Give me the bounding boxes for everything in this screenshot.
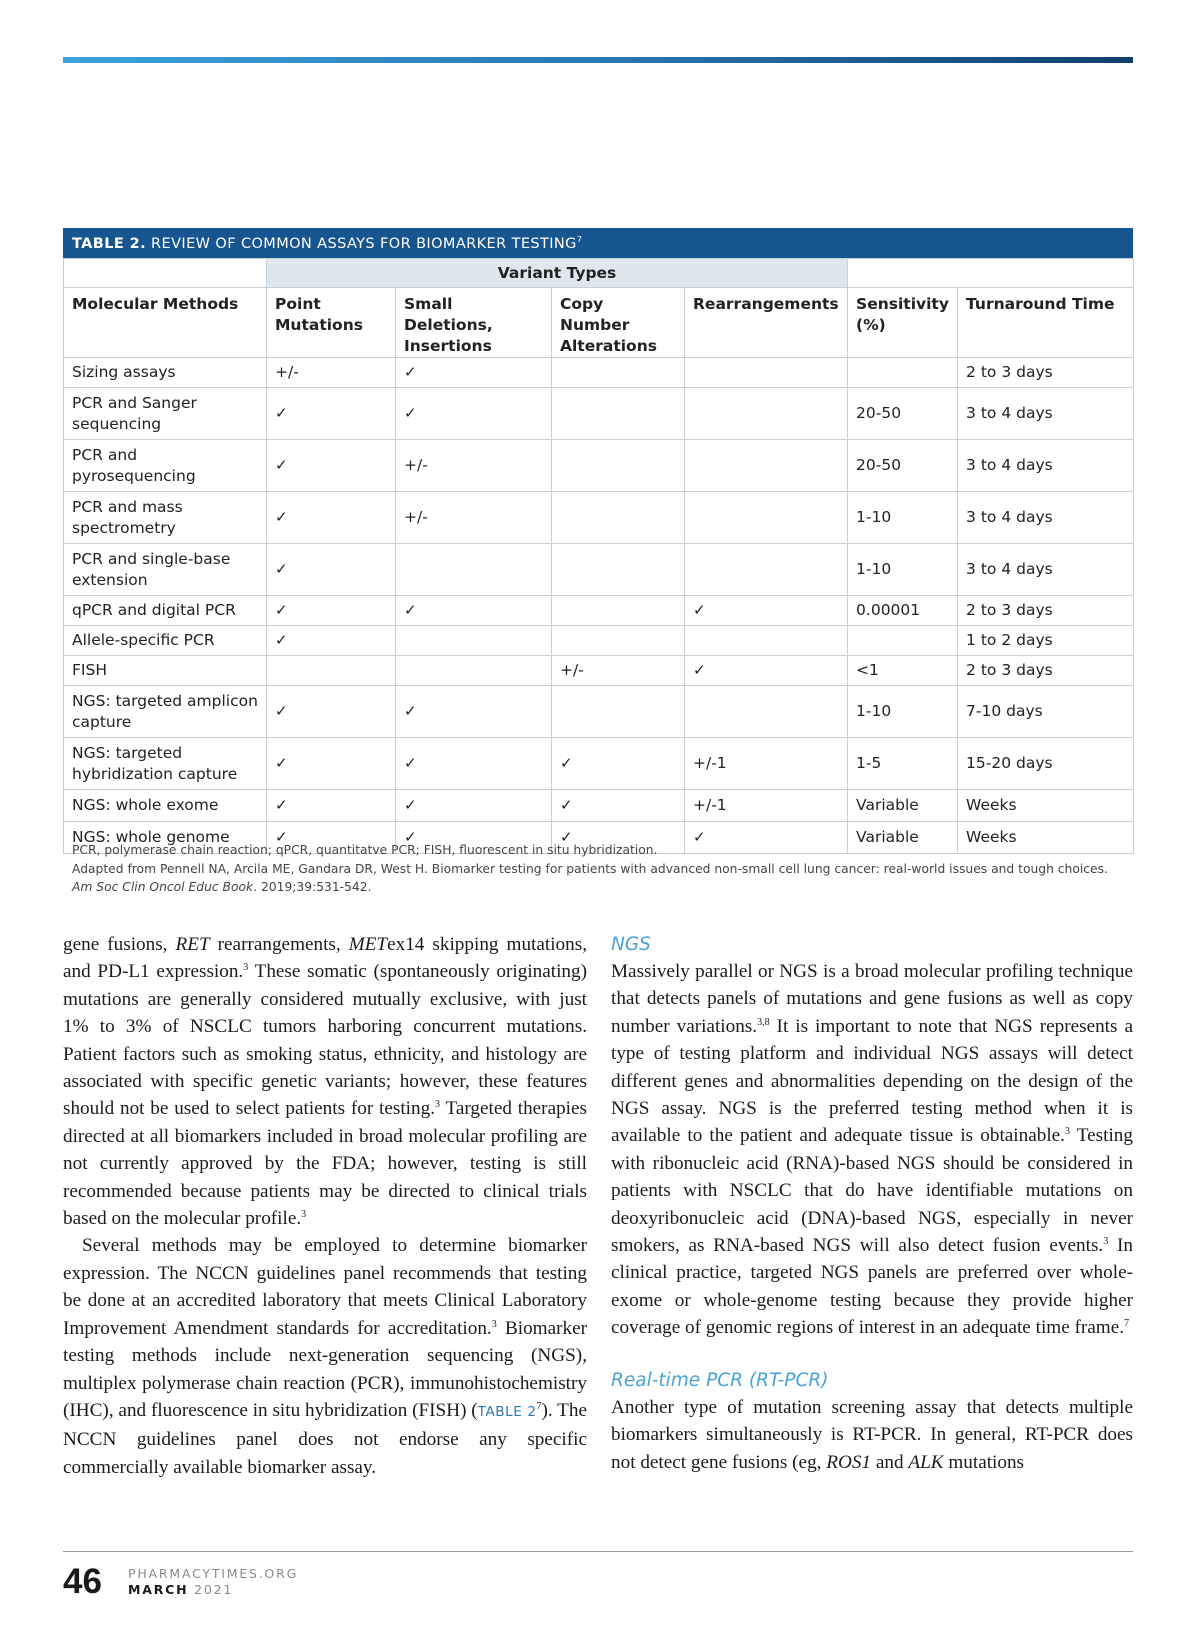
table-cell: 3 to 4 days [958,388,1134,440]
table-cell [396,626,552,656]
table-row [64,626,1134,656]
source-note: Adapted from Pennell NA, Arcila ME, Gandara DR, West H. Biomarker testing for patients with advanced non-small cell lung cancer: real-world issues and tough choices. Am Soc Clin Oncol Educ Book. 2019;39:531-542. [72,861,1108,894]
section-heading-ngs: NGS [611,934,651,955]
paragraph: Massively parallel or NGS is a broad molecular profiling technique that detects panels of mutations and gene fusions as well as copy number variations.$^{3,8}$ It is important to note that NGS represents a type of testing platform and individual NGS assays will detect different genes and abnormalities depending on the design of the NGS assay. NGS is the preferred testing method when it is available to the patient and adequate tissue is obtainable.$^3$ Testing with ribonucleic acid (RNA)-based NGS should be considered in patients with NSCLC that do have identifiable mutations on deoxyribonucleic acid (DNA)-based NGS, especially in never smokers, as RNA-based NGS will also detect fusion events.$^3$ In clinical practice, targeted NGS panels are preferred over whole-exome or whole-genome testing because they provide higher coverage of genomic regions of interest in an adequate time frame.$^7$ [611,961,1133,1339]
table-cell [685,544,848,596]
col-header-methods: Molecular Methods [64,288,267,358]
table-row [64,738,1134,790]
table-cell: ✓ [396,822,552,854]
table-cell [848,358,958,388]
table-row [64,492,1134,544]
table-cell: 2 to 3 days [958,656,1134,686]
table-cell [552,544,685,596]
method-name-cell: NGS: whole genome [64,822,267,854]
table-title-bar [63,228,1133,258]
section-heading-rt-pcr: Real-time PCR (RT-PCR) [611,1369,829,1391]
table-cell: Weeks [958,790,1134,822]
table-cell: 2 to 3 days [958,596,1134,626]
table-cell: ✓ [552,738,685,790]
method-name-cell: PCR and Sanger sequencing [64,388,267,440]
table-cell [685,440,848,492]
table-cell: 1-10 [848,492,958,544]
table-cell [685,492,848,544]
table-title-reference: 7 [576,235,583,244]
method-name-cell: Allele-specific PCR [64,626,267,656]
table-cell: 20-50 [848,388,958,440]
table-cell: ✓ [552,790,685,822]
table-cell: +/- [396,440,552,492]
table-cell: 0.00001 [848,596,958,626]
table-cell: 1 to 2 days [958,626,1134,656]
method-name-cell: NGS: targeted amplicon capture [64,686,267,738]
paragraph: Several methods may be employed to determine biomarker expression. The NCCN guidelines panel recommends that testing be done at an accredited laboratory that meets Clinical Laboratory Improvement Amendment standards for accreditation.$^3$ Biomarker testing methods include next-generation sequencing (NGS), multiplex polymerase chain reaction (PCR), immunohistochemistry (IHC), and fluorescence in situ hybridization (FISH) (TABLE $2^7$). The NCCN guidelines panel does not endorse any specific commercially available biomarker assay. [63,1235,587,1478]
table-cell: 1-10 [848,686,958,738]
table-cell [552,492,685,544]
paragraph: Another type of mutation screening assay that detects multiple biomarkers simultaneously is RT-PCR. In general, RT-PCR does not detect gene fusions (eg, ROS1 and ALK mutations [611,1396,1133,1473]
table-cell: +/- [267,358,396,388]
table-cell: ✓ [267,492,396,544]
method-name-cell: PCR and single-base extension [64,544,267,596]
table-row [64,388,1134,440]
table-cell: ✓ [396,358,552,388]
method-name-cell: qPCR and digital PCR [64,596,267,626]
table-cell: 15-20 days [958,738,1134,790]
table-row [64,790,1134,822]
table-cell [685,388,848,440]
footer-rule [63,1551,1133,1552]
table-cell [848,626,958,656]
table-cell: ✓ [396,388,552,440]
col-header-rearrangements: Rearrangements [685,288,848,358]
table-cell [552,388,685,440]
journal-title: Am Soc Clin Oncol Educ Book [72,880,254,894]
table-cell: ✓ [267,822,396,854]
table-cell: 3 to 4 days [958,492,1134,544]
method-name-cell: NGS: targeted hybridization capture [64,738,267,790]
top-accent-rule [63,57,1133,63]
table-footnotes [72,841,1132,897]
method-name-cell: PCR and mass spectrometry [64,492,267,544]
table-cell: 1-10 [848,544,958,596]
left-text-column [63,931,587,1481]
method-name-cell: NGS: whole exome [64,790,267,822]
table-cell: 7-10 days [958,686,1134,738]
table-row [64,686,1134,738]
group-header-row [64,259,1134,288]
table-2-reference-link[interactable]: TABLE 2 [477,1403,537,1420]
publication-info [128,1566,298,1598]
col-header-copy-number: Copy Number Alterations [552,288,685,358]
paragraph: gene fusions, RET rearrangements, METex14 skipping mutations, and PD-L1 expression.$^3$ These somatic (spontaneously originating) mutations are generally considered mutually exclusive, with just 1% to 3% of NSCLC tumors harboring concurrent mutations. Patient factors such as smoking status, ethnicity, and histology are associated with specific genetic variants; however, these features should not be used to select patients for testing.$^3$ Targeted therapies directed at all biomarkers included in broad molecular profiling are not currently approved by the FDA; however, testing is still recommended because patients may be directed to clinical trials based on the molecular profile.$^3$ [63,934,588,1230]
table-cell: 1-5 [848,738,958,790]
table-row [64,358,1134,388]
table-row [64,440,1134,492]
table-cell: Weeks [958,822,1134,854]
col-header-sensitivity: Sensitivity (%) [848,288,958,358]
table-row [64,544,1134,596]
table-cell: ✓ [552,822,685,854]
table-cell: 2 to 3 days [958,358,1134,388]
table-cell: ✓ [267,440,396,492]
right-text-column [611,931,1133,1476]
table-cell [552,440,685,492]
table-cell: ✓ [396,686,552,738]
variant-types-header: Variant Types [267,259,848,288]
table-cell: ✓ [685,822,848,854]
method-name-cell: PCR and pyrosequencing [64,440,267,492]
table-cell [396,656,552,686]
table-cell [267,656,396,686]
table-cell [685,686,848,738]
table-row [64,596,1134,626]
table-label: TABLE 2. [72,236,147,252]
biomarker-assays-table-block [63,228,1133,854]
page-number: 46 [63,1562,102,1601]
col-header-small-deletions: Small Deletions, Insertions [396,288,552,358]
table-cell: Variable [848,790,958,822]
table-cell [552,596,685,626]
website: PHARMACYTIMES.ORG [128,1566,299,1581]
table-cell: ✓ [267,596,396,626]
header-blank-cell [64,259,267,288]
header-blank-cell [848,259,1134,288]
table-cell: +/-1 [685,738,848,790]
table-cell: ✓ [685,596,848,626]
table-cell: <1 [848,656,958,686]
table-cell: +/-1 [685,790,848,822]
table-cell: +/- [552,656,685,686]
table-cell: 3 to 4 days [958,440,1134,492]
table-cell: ✓ [267,790,396,822]
col-header-point-mutations: Point Mutations [267,288,396,358]
col-header-turnaround: Turnaround Time [958,288,1134,358]
table-cell: ✓ [267,738,396,790]
abbreviations-note: PCR, polymerase chain reaction; qPCR, quantitatve PCR; FISH, fluorescent in situ hybridization. [72,843,658,857]
table-cell [552,626,685,656]
table-cell: 20-50 [848,440,958,492]
method-name-cell: FISH [64,656,267,686]
table-cell [685,626,848,656]
table-cell: ✓ [267,686,396,738]
method-name-cell: Sizing assays [64,358,267,388]
table-cell: ✓ [267,626,396,656]
table-cell: ✓ [267,388,396,440]
table-cell: 3 to 4 days [958,544,1134,596]
column-header-row [64,288,1134,358]
issue-date: MARCH 2021 [128,1582,234,1597]
table-cell [552,358,685,388]
table-cell: ✓ [685,656,848,686]
table-cell: +/- [396,492,552,544]
table-row [64,656,1134,686]
table-cell [685,358,848,388]
table-cell [396,544,552,596]
table-title: REVIEW OF COMMON ASSAYS FOR BIOMARKER TESTING [151,236,577,252]
table-cell: Variable [848,822,958,854]
table-cell [552,686,685,738]
table-cell: ✓ [396,596,552,626]
table-cell: ✓ [267,544,396,596]
table-cell: ✓ [396,790,552,822]
assays-table [63,258,1134,854]
table-cell: ✓ [396,738,552,790]
